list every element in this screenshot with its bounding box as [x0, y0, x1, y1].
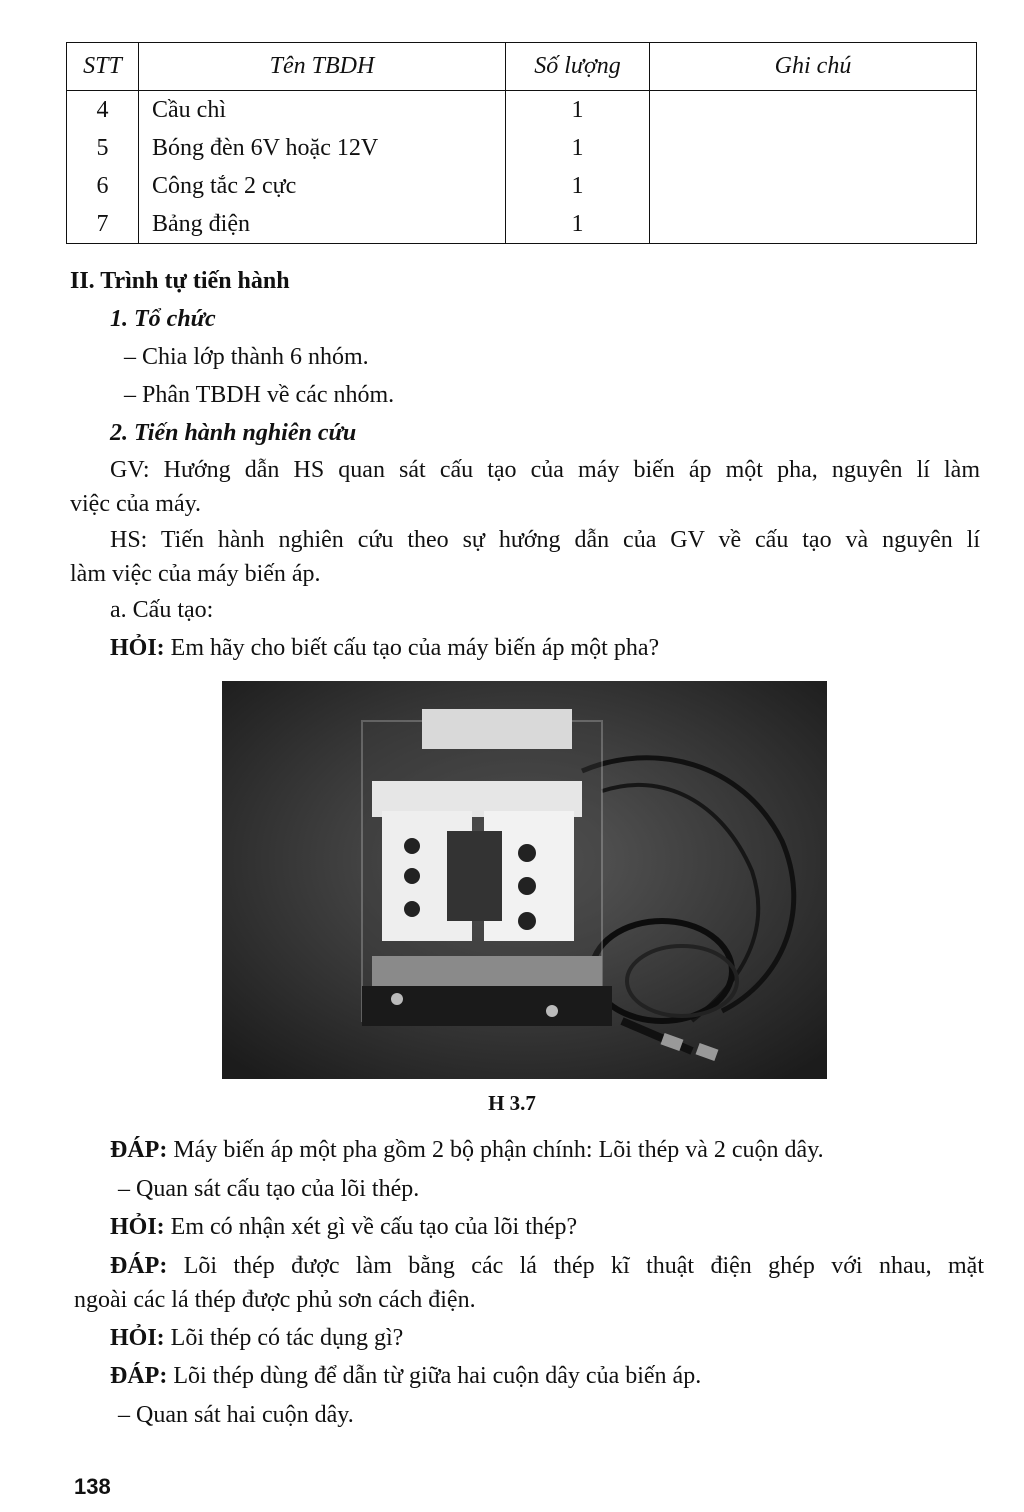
qa-line — [110, 1363, 701, 1390]
qa-line — [110, 1325, 403, 1352]
qa-line — [110, 1253, 984, 1280]
qa-line — [74, 1287, 476, 1314]
qa-label: ĐÁP: — [110, 1137, 168, 1163]
qa-text: Em hãy cho biết cấu tạo của máy biến áp một pha? — [164, 635, 660, 661]
paragraph-line: HS: Tiến hành nghiên cứu theo sự hướng dẫn của GV về cấu tạo và nguyên lí — [110, 527, 980, 553]
paragraph-line: việc của máy. — [70, 491, 202, 517]
qa-text: – Quan sát hai cuộn dây. — [118, 1402, 354, 1428]
qa-label: HỎI: — [110, 1325, 165, 1351]
qa-text: Em có nhận xét gì về cấu tạo của lõi thép? — [164, 1214, 578, 1240]
qa-text: – Quan sát cấu tạo của lõi thép. — [118, 1176, 420, 1202]
row-stt: 7 — [67, 205, 139, 244]
qa-text: ngoài các lá thép được phủ sơn cách điện. — [74, 1287, 476, 1313]
qa-line — [110, 635, 659, 662]
row-note — [650, 167, 977, 205]
table-header-row — [67, 43, 977, 91]
row-name: Cầu chì — [139, 91, 506, 130]
qa-line — [118, 1402, 354, 1429]
row-note — [650, 205, 977, 244]
section-heading: II. Trình tự tiến hành — [70, 268, 290, 294]
transformer-illustration — [222, 681, 827, 1079]
qa-label: HỎI: — [110, 1214, 165, 1240]
paragraph-line: làm việc của máy biến áp. — [70, 561, 321, 587]
row-note — [650, 129, 977, 167]
header-note: Ghi chú — [650, 43, 977, 91]
header-name: Tên TBDH — [139, 43, 506, 91]
subsection-organize: 1. Tổ chức — [110, 306, 216, 332]
table-row — [67, 167, 977, 205]
qa-text: Lõi thép dùng để dẫn từ giữa hai cuộn dây của biến áp. — [167, 1363, 702, 1389]
row-note — [650, 91, 977, 130]
transformer-photo — [222, 681, 827, 1079]
qa-text: Lõi thép được làm bằng các lá thép kĩ thuật điện ghép với nhau, mặt — [167, 1253, 984, 1279]
qa-line — [110, 1214, 577, 1241]
row-qty: 1 — [506, 129, 650, 167]
page-number: 138 — [74, 1474, 111, 1499]
qa-line — [118, 1176, 419, 1203]
qa-text: Máy biến áp một pha gồm 2 bộ phận chính: Lõi thép và 2 cuộn dây. — [167, 1137, 824, 1163]
qa-text: Lõi thép có tác dụng gì? — [164, 1325, 404, 1351]
list-item: – Chia lớp thành 6 nhóm. — [124, 344, 369, 370]
figure-caption: H 3.7 — [488, 1091, 536, 1115]
paragraph-line: GV: Hướng dẫn HS quan sát cấu tạo của máy biến áp một pha, nguyên lí làm — [110, 457, 980, 483]
row-name: Bảng điện — [139, 205, 506, 244]
qa-label: ĐÁP: — [110, 1253, 168, 1279]
qa-label: ĐÁP: — [110, 1363, 168, 1389]
row-qty: 1 — [506, 167, 650, 205]
table-row — [67, 129, 977, 167]
structure-label: a. Cấu tạo: — [110, 597, 214, 623]
header-stt: STT — [67, 43, 139, 91]
row-qty: 1 — [506, 91, 650, 130]
row-qty: 1 — [506, 205, 650, 244]
table-row — [67, 91, 977, 130]
header-qty: Số lượng — [506, 43, 650, 91]
table-row — [67, 205, 977, 244]
qa-label: HỎI: — [110, 635, 165, 661]
subsection-research: 2. Tiến hành nghiên cứu — [110, 420, 357, 446]
row-stt: 5 — [67, 129, 139, 167]
qa-line — [110, 1137, 824, 1164]
list-item: – Phân TBDH về các nhóm. — [124, 382, 395, 408]
equipment-table — [66, 42, 977, 244]
row-name: Bóng đèn 6V hoặc 12V — [139, 129, 506, 167]
row-stt: 4 — [67, 91, 139, 130]
row-name: Công tắc 2 cực — [139, 167, 506, 205]
row-stt: 6 — [67, 167, 139, 205]
